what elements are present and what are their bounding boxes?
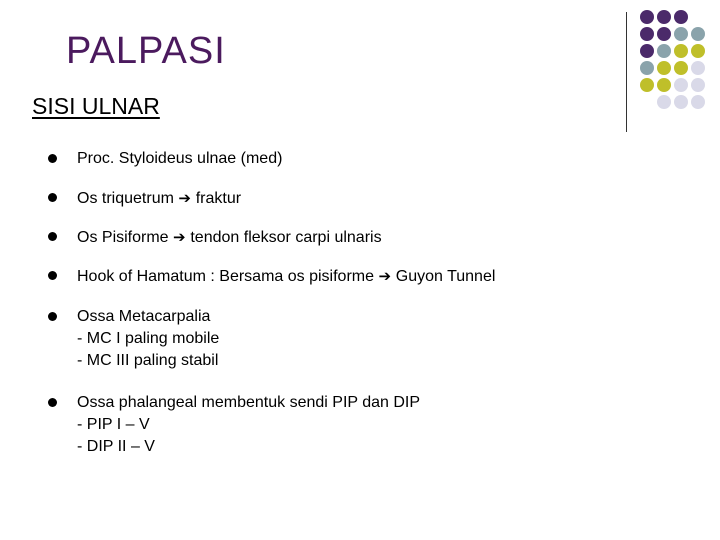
bullet-line [77, 226, 382, 249]
bullet-item [48, 226, 382, 249]
decorative-divider [626, 12, 627, 132]
decorative-dot [657, 27, 671, 41]
bullet-text: - DIP II – V [77, 438, 155, 455]
slide-subtitle: SISI ULNAR [32, 93, 160, 119]
decorative-dot [640, 27, 654, 41]
bullet-line [77, 392, 420, 414]
decorative-dot [691, 78, 705, 92]
decorative-dot [640, 78, 654, 92]
decorative-dot [640, 61, 654, 75]
decorative-dot [691, 95, 705, 109]
decorative-dot [674, 10, 688, 24]
decorative-dot [657, 78, 671, 92]
bullet-dot-icon [48, 154, 57, 163]
right-arrow-icon: ➔ [378, 267, 396, 285]
bullet-item [48, 306, 219, 372]
bullet-text: - PIP I – V [77, 416, 150, 433]
right-arrow-icon: ➔ [173, 228, 191, 246]
decorative-dot [674, 61, 688, 75]
decorative-dot-grid [640, 10, 720, 120]
bullet-text: - MC III paling stabil [77, 352, 219, 369]
bullet-line [77, 414, 420, 436]
bullet-line [77, 350, 219, 372]
bullet-line [77, 148, 282, 170]
bullet-text: Ossa phalangeal membentuk sendi PIP dan DIP [77, 394, 421, 411]
bullet-text: Hook of Hamatum : Bersama os pisiforme [77, 268, 379, 285]
bullet-dot-icon [48, 193, 57, 202]
bullet-dot-icon [48, 232, 57, 241]
bullet-line [77, 328, 219, 350]
bullet-line [77, 436, 420, 458]
bullet-text: Proc. Styloideus ulnae (med) [77, 150, 283, 167]
decorative-dot [657, 61, 671, 75]
bullet-text: fraktur [195, 190, 242, 207]
bullet-item [48, 392, 420, 458]
decorative-dot [674, 27, 688, 41]
bullet-item [48, 148, 282, 170]
bullet-text: Os Pisiforme [77, 229, 174, 246]
bullet-text: Ossa Metacarpalia [77, 308, 211, 325]
decorative-dot [674, 95, 688, 109]
bullet-text: tendon fleksor carpi ulnaris [190, 229, 382, 246]
slide-title: PALPASI [66, 30, 226, 72]
decorative-dot [657, 10, 671, 24]
bullet-text: Guyon Tunnel [395, 268, 496, 285]
decorative-dot [691, 61, 705, 75]
decorative-dot [691, 44, 705, 58]
bullet-line [77, 265, 495, 288]
bullet-line [77, 306, 219, 328]
decorative-dot [657, 95, 671, 109]
right-arrow-icon: ➔ [178, 189, 196, 207]
decorative-dot [640, 44, 654, 58]
decorative-dot [691, 27, 705, 41]
bullet-text: - MC I paling mobile [77, 330, 220, 347]
bullet-text: Os triquetrum [77, 190, 179, 207]
bullet-item [48, 187, 241, 210]
bullet-item [48, 265, 495, 288]
bullet-line [77, 187, 241, 210]
bullet-dot-icon [48, 398, 57, 407]
bullet-dot-icon [48, 312, 57, 321]
decorative-dot [674, 44, 688, 58]
decorative-dot [657, 44, 671, 58]
decorative-dot [674, 78, 688, 92]
decorative-dot [640, 10, 654, 24]
bullet-dot-icon [48, 271, 57, 280]
